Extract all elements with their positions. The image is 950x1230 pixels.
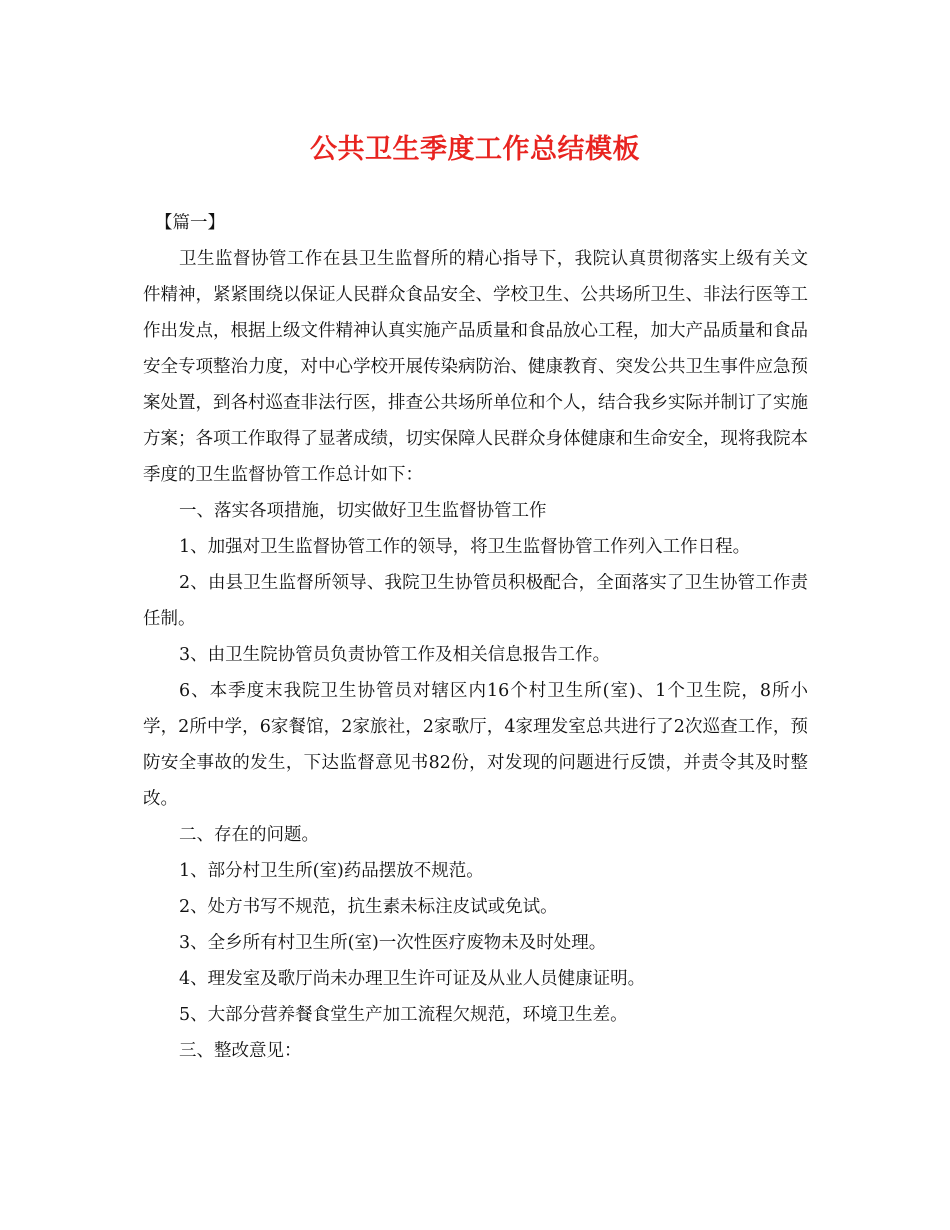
list-item: 3、全乡所有村卫生所(室)一次性医疗废物未及时处理。 (179, 933, 607, 953)
intro-paragraph: 卫生监督协管工作在县卫生监督所的精心指导下，我院认真贯彻落实上级有关文件精神，紧紧围绕以保证人民群众食品安全、学校卫生、公共场所卫生、非法行医等工作出发点，根据上级文件精神认真实施产品质量和食品放心工程，加大产品质量和食品安全专项整治力度，对中心学校开展传染病防治、健康教育、突发公共卫生事件应急预案处置，到各村巡查非法行医，排查公共场所单位和个人，结合我乡实际并制订了实施方案；各项工作取得了显著成绩，切实保障人民群众身体健康和生命安全，现将我院本季度的卫生监督协管工作总计如下： (143, 249, 808, 485)
list-item: 6、本季度末我院卫生协管员对辖区内16个村卫生所(室)、1个卫生院，8所小学，2所中学，6家餐馆，2家旅社，2家歌厅，4家理发室总共进行了2次巡查工作，预防安全事故的发生，下达监督意见书82份，对发现的问题进行反馈，并责令其及时整改。 (143, 681, 808, 809)
section-label: 【篇一】 (155, 213, 225, 233)
document-title: 公共卫生季度工作总结模板 (310, 134, 640, 165)
list-item: 2、处方书写不规范，抗生素未标注皮试或免试。 (179, 897, 558, 917)
list-item: 1、部分村卫生所(室)药品摆放不规范。 (179, 861, 484, 881)
list-item: 1、加强对卫生监督协管工作的领导，将卫生监督协管工作列入工作日程。 (179, 537, 751, 557)
list-item: 3、由卫生院协管员负责协管工作及相关信息报告工作。 (179, 645, 611, 665)
list-item: 4、理发室及歌厅尚未办理卫生许可证及从业人员健康证明。 (179, 969, 646, 989)
heading-section-2: 二、存在的问题。 (179, 825, 319, 845)
heading-section-3: 三、整改意见： (179, 1041, 302, 1061)
list-item: 5、大部分营养餐食堂生产加工流程欠规范，环境卫生差。 (179, 1005, 628, 1025)
document-body (143, 205, 808, 1069)
heading-section-1: 一、落实各项措施，切实做好卫生监督协管工作 (179, 501, 547, 521)
list-item: 2、由县卫生监督所领导、我院卫生协管员积极配合，全面落实了卫生协管工作责任制。 (143, 573, 808, 629)
